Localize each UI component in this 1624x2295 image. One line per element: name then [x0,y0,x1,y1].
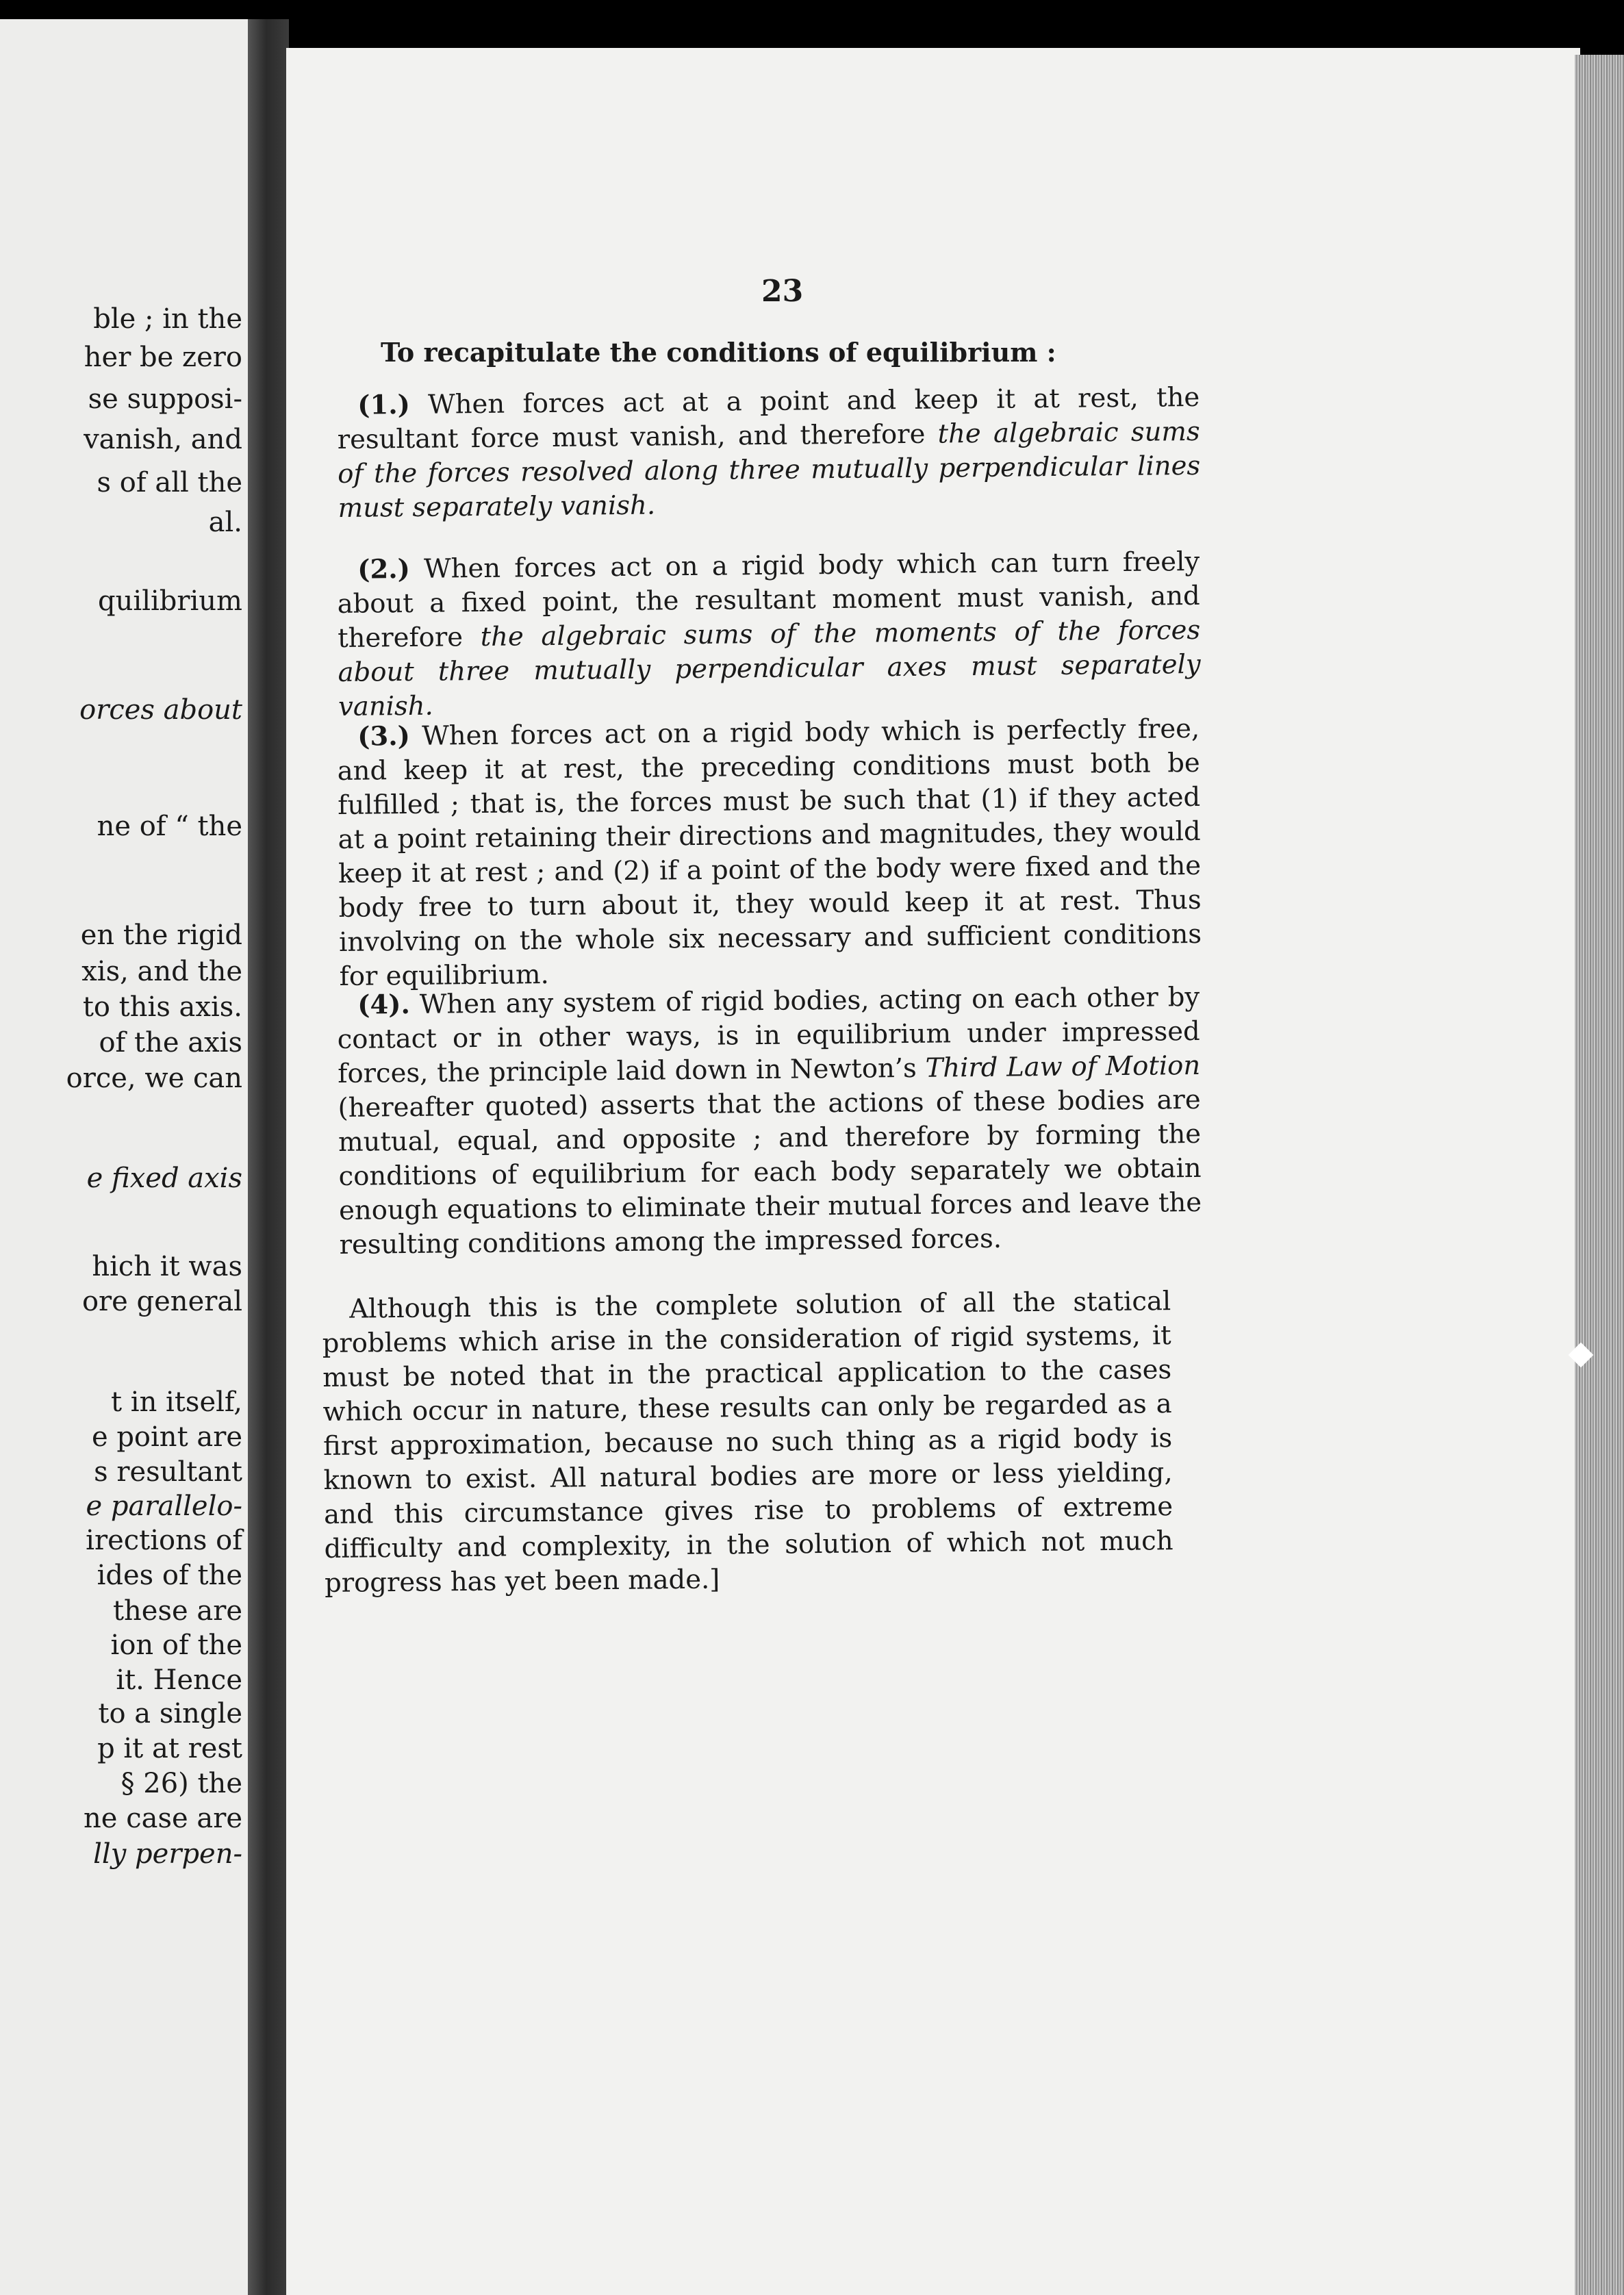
condition-2-paragraph [337,545,1201,724]
condition-4-paragraph [337,980,1202,1263]
closing-text: Although this is the complete solution of all the statical problems which arise in the consideration of rigid systems, it must be noted that in the practical application to the cases which occur in nature, these results can only be regarded as a first approximation, because no such thing as a rigid body is known to exist. All natural bodies are more or less yielding, and this circumstance gives rise to problems of extreme difficulty and complexity, in the solution of which not much progress has yet been made.] [322,1286,1173,1599]
left-page-line: to a single [98,1698,242,1729]
condition-4-text-before: When any system of rigid bodies, acting on each other by contact or in other ways, is in equilibrium under impressed forces, the principle laid down in Newton’s [337,981,1200,1089]
left-page-line: ion of the [110,1630,242,1661]
left-page-line: these are [112,1595,242,1627]
left-page-line: irections of [86,1525,242,1556]
left-page-line: her be zero [84,342,242,373]
left-page-line: quilibrium [98,585,242,617]
left-page-line: ides of the [97,1560,242,1591]
left-page-line: t in itself, [110,1386,242,1418]
left-page-line: en the rigid [80,920,242,951]
left-page-line: ne case are [84,1803,242,1834]
page-edges [1575,55,1624,2295]
condition-3-paragraph [337,712,1202,994]
left-page-line: orces about [79,694,242,726]
left-page-line: § 26) the [120,1768,242,1799]
condition-1-paragraph [337,381,1201,526]
left-page-line: al. [208,507,242,538]
left-page-line: orce, we can [66,1063,242,1094]
condition-4-italic: Third Law of Motion [925,1050,1201,1084]
left-page-line: e point are [91,1421,242,1453]
left-page-line: xis, and the [81,956,242,987]
left-page-line: s resultant [94,1456,242,1488]
left-page-line: vanish, and [84,424,242,455]
left-page-line: of the axis [99,1027,242,1058]
condition-2-text: When forces act on a rigid body which can turn freely about a fixed point, the resultant moment must vanish, and therefore [337,546,1200,654]
left-page-line: e parallelo- [86,1491,242,1522]
condition-3-text: When forces act on a rigid body which is perfectly free, and keep it at rest, the preceding conditions must both be fulfilled ; that is, the forces must be such that (1) if they acted at a point retaining their directions and magnitudes, they would keep it at rest ; and (2) if a point of the body were fixed and the body free to turn about it, they would keep it at rest. Thus involving on the whole six necessary and sufficient conditions for equilibrium. [337,713,1202,992]
left-page-line: to this axis. [82,991,242,1023]
condition-4-text-after: (hereafter quoted) asserts that the actions of these bodies are mutual, equal, and opposite ; and therefore by forming the conditions of equilibrium for each body separately we obtain enough equations to eliminate their mutual forces and leave the resulting conditions among the impressed forces. [338,1084,1202,1260]
page-number: 23 [761,274,804,309]
closing-paragraph [322,1284,1173,1601]
left-page-line: ore general [81,1286,242,1317]
condition-1-label: (1.) [357,389,411,421]
condition-1-italic: the algebraic sums of the forces resolved along three mutually perpendicular lines must separately vanish. [337,416,1201,524]
left-page-line: ne of “ the [97,811,242,842]
condition-4-label: (4). [357,989,411,1021]
condition-3-label: (3.) [357,720,411,752]
left-page-line: se supposi- [88,383,242,415]
condition-1-text: When forces act at a point and keep it at rest, the resultant force must vanish, and therefore [337,381,1200,455]
book-gutter [248,19,289,2295]
section-lead: To recapitulate the conditions of equilibrium : [381,337,1056,368]
left-page-line: e fixed axis [86,1163,242,1194]
left-page-line: it. Hence [116,1664,242,1696]
left-page-line: p it at rest [97,1733,242,1764]
left-page-fragment [0,19,255,2295]
condition-2-italic: the algebraic sums of the moments of the forces about three mutually perpendicular axes must separately vanish. [338,614,1201,722]
left-page-line: ble ; in the [93,303,242,335]
left-page-line: s of all the [97,467,242,498]
condition-2-label: (2.) [357,553,411,585]
left-page-line: hich it was [92,1251,242,1282]
left-page-line: lly perpen- [93,1838,242,1870]
